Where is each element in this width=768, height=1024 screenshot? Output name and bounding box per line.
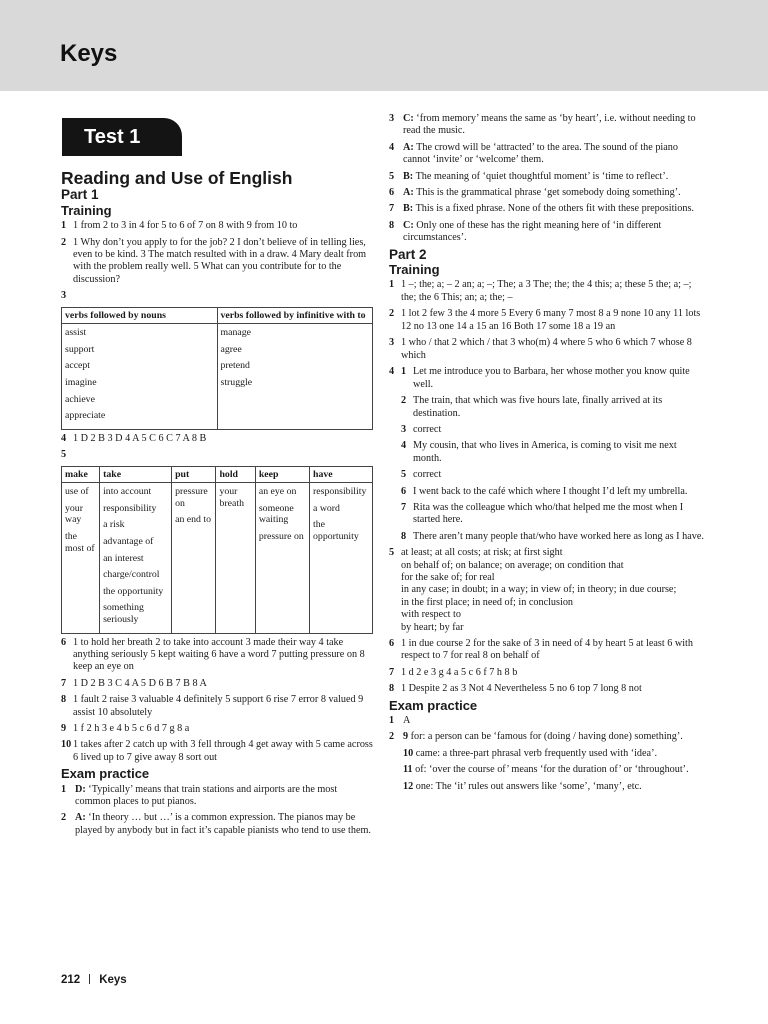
table-cell-text: support [65,343,95,355]
part1-exam-list-cont [389,113,707,245]
item-number: 9 [61,723,67,734]
item-number: 7 [61,677,67,689]
part1-training-list [61,220,373,302]
item-text [75,784,373,809]
explanation: Only one of these has the right meaning here of ‘in different circumstances’. [403,219,662,244]
list-item [61,784,373,809]
list-item [389,113,707,138]
item-number: 6 [61,636,67,648]
item-text: 1 –; the; a; – 2 an; a; –; The; a 3 The; the; the 4 this; a; these 5 the; a; –; the; the 6 This; an; a; the; – [401,279,692,303]
item-text: Rita was the colleague which who/that helped me the most when I started here. [413,501,684,526]
list-item [61,739,373,764]
item-text [403,203,707,215]
table-cell-text: struggle [220,377,253,389]
explanation: A [403,715,411,727]
table-cell-text: agree [220,343,242,355]
sub-number: 10 [403,747,414,759]
explanation: ‘Typically’ means that train stations and airports are the most common places to put pianos. [75,783,338,808]
item-number: 2 [389,731,395,743]
explanation: came: a three-part phrasal verb frequently used with ‘idea’. [415,747,658,759]
list-item [389,171,707,183]
table-cell-text: your way [65,502,83,526]
list-item [389,220,707,245]
explanation: This is a fixed phrase. None of the others fit with these prepositions. [415,203,694,215]
table-cell-text: a risk [103,519,125,531]
item-text: The train, that which was five hours late, finally arrived at its destination. [413,395,663,419]
answer-letter: A: [403,187,414,199]
item-number: 5 [389,170,395,182]
item-text: I went back to the café which where I thought I’d left my umbrella. [413,485,688,497]
list-item [389,781,707,793]
item-text [403,748,707,760]
explanation: ‘In theory … but …’ is a common expression. The pianos may be played by anybody but in fact it’s capable pianists who tend to use them. [75,812,371,836]
part2-training-list [389,279,707,361]
item-number: 6 [401,485,407,497]
verbs-table-header: verbs followed by nouns [62,307,218,324]
list-item [389,547,707,634]
table-cell [62,483,100,633]
table-cell [310,483,373,633]
item-text [403,781,707,793]
table-cell-text: an eye on [258,486,297,498]
answer-letter: A: [75,812,86,824]
item-number: 5 [61,449,67,461]
left-column [61,168,373,841]
part2-item4-list [389,366,707,543]
list-item [389,502,707,527]
item-text [403,113,707,138]
part1-exam-list [61,784,373,838]
table-cell-text: appreciate [65,410,106,422]
table-cell-text: an end to [175,514,212,526]
part1-heading: Part 1 [61,187,99,203]
phrase-line: in any case; in doubt; in a way; in view of; in theory; in due course; [401,584,677,596]
item-text [403,764,707,776]
table-cell-text: your breath [219,486,244,509]
phrase-line: at least; at all costs; at risk; at first sight [401,547,563,559]
item-number: 3 [401,423,407,435]
part2-exam-list [389,715,707,793]
table-cell-text: charge/control [103,569,160,581]
item-text: Let me introduce you to Barbara, her whose mother you know quite well. [413,366,690,390]
explanation: of: ‘over the course of’ means ‘for the duration of’ or ‘throughout’. [415,764,689,776]
list-item [389,638,707,663]
item-text [75,812,373,837]
answer-letter: D: [75,783,86,795]
list-item [61,237,373,287]
table-cell-text: responsibility [103,502,157,514]
table-cell [216,483,255,633]
list-item [389,440,707,465]
table-cell [100,483,172,633]
item-number: 3 [389,337,395,349]
item-text: 1 D 2 B 3 C 4 A 5 D 6 B 7 B 8 A [73,677,207,689]
item-text [401,547,707,634]
page-footer [61,974,127,986]
sub-number: 11 [403,764,413,776]
item-number: 4 [61,432,67,444]
table-cell-text: the opportunity [313,519,359,542]
item-number: 3 [61,290,67,302]
verbs-nouns-cell [62,324,218,430]
item-number: 4 [401,440,407,452]
item-text [403,731,707,743]
explanation: ‘from memory’ means the same as ‘by heart’, i.e. without needing to read the music. [403,113,696,137]
item-number: 6 [389,187,395,199]
item-number: 8 [61,694,67,706]
item-text: 1 to hold her breath 2 to take into account 3 made their way 4 take anything seriously 5 kept waiting 6 have a word 7 putting pressure on 8 keep an eye on [73,636,365,673]
answer-letter: B: [403,203,414,215]
answer-letter: C: [403,219,414,231]
table-cell [255,483,309,633]
item-text [403,187,707,199]
item-number: 2 [61,236,67,248]
item-text: correct [413,423,442,435]
item-number: 6 [389,638,395,650]
verbs-infinitive-cell [217,324,373,430]
table-header: hold [216,466,255,483]
list-item [389,764,707,776]
item-text: 1 from 2 to 3 in 4 for 5 to 6 of 7 on 8 with 9 from 10 to [73,220,298,232]
table-header: make [62,466,100,483]
explanation: The crowd will be ‘attracted’ to the area. The sound of the piano cannot ‘invite’ or ‘welcome’ them. [403,141,678,166]
explanation: This is the grammatical phrase ‘get somebody doing something’. [416,187,681,199]
item-text: 1 who / that 2 which / that 3 who(m) 4 where 5 who 6 which 7 whose 8 which [401,337,692,361]
list-item [389,424,707,436]
collocations-table [61,466,373,634]
phrase-line: by heart; by far [401,621,464,633]
list-item [61,694,373,719]
table-cell-text: pressure on [258,531,304,542]
item-text [73,290,373,302]
item-number: 1 [389,715,395,727]
part2-heading: Part 2 [389,246,427,262]
item-text: correct [413,469,442,481]
item-text [403,171,707,183]
phrase-line: in the first place; in need of; in conclusion [401,596,574,608]
item-text [403,220,707,245]
list-item [61,678,373,690]
list-item [61,433,373,445]
item-number: 8 [389,219,395,231]
right-column [389,113,707,797]
answer-letter: A: [403,141,414,153]
list-item [389,203,707,215]
item-text: 1 lot 2 few 3 the 4 more 5 Every 6 many 7 most 8 a 9 none 10 any 11 lots 12 no 13 one 14 a 15 an 16 Both 17 some 18 a 19 an [401,308,701,332]
list-item [389,715,707,727]
phrase-line: for the sake of; for real [401,572,495,583]
item-text: 1 takes after 2 catch up with 3 fell through 4 get away with 5 came across 6 lived up to 7 give away 8 sort out [73,739,373,763]
header-band [0,0,768,91]
table-cell-text: use of [65,486,89,498]
phrase-line: with respect to [401,609,461,621]
table-cell-text: assist [65,327,87,339]
item-text: 1 d 2 e 3 g 4 a 5 c 6 f 7 h 8 b [401,666,518,678]
page-number: 212 [61,974,81,986]
item-number: 2 [389,308,395,320]
item-text [73,449,373,461]
item-number: 3 [389,113,395,124]
table-cell [172,483,216,633]
item-number [389,748,403,760]
table-header: keep [255,466,309,483]
item-text [403,715,707,727]
list-item [389,142,707,167]
list-item [389,667,707,679]
item-number: 4 [389,365,395,377]
answer-letter: B: [403,170,414,182]
table-cell-text: responsibility [313,486,367,498]
answer-letter: C: [403,113,414,124]
item-number: 8 [401,530,407,542]
table-cell-text: accept [65,360,91,372]
part2-exam-heading: Exam practice [389,697,478,713]
item-text: 1 Despite 2 as 3 Not 4 Nevertheless 5 no 6 top 7 long 8 not [401,683,642,695]
item-number: 2 [61,812,67,824]
item-text: 1 Why don’t you apply to for the job? 2 I don’t believe of in telling lies, even to be kind. 3 The match resulted with in a draw. 4 Mary dealt from with the problem really well. 5 What can you contribute for to the discussion? [73,236,367,285]
table-cell-text: pretend [220,360,250,372]
item-number: 8 [389,683,395,695]
list-item [389,366,707,391]
list-item [389,187,707,199]
table-cell-text: advantage of [103,536,154,547]
table-header: have [310,466,373,483]
item-number [389,781,403,793]
item-text: My cousin, that who lives in America, is coming to visit me next month. [413,440,677,464]
item-number: 7 [389,666,395,678]
table-cell-text: manage [220,327,251,339]
item-number: 1 [61,220,67,232]
part1-training-list-2 [61,637,373,765]
footer-divider [89,974,90,984]
table-cell-text: something seriously [103,602,144,625]
item-number: 5 [401,469,407,481]
part1-training-heading: Training [61,202,112,218]
item-text: There aren’t many people that/who have worked here as long as I have. [413,530,704,542]
item-text: 1 fault 2 raise 3 valuable 4 definitely 5 support 6 rise 7 error 8 valued 9 assist 10 absolutely [73,694,364,718]
list-item [61,812,373,837]
list-item [389,683,707,695]
table-cell-text: achieve [65,393,95,405]
item-text: 1 D 2 B 3 D 4 A 5 C 6 C 7 A 8 B [73,432,207,444]
list-item [389,748,707,760]
table-cell-text: imagine [65,377,97,389]
item-number: 7 [389,203,395,215]
table-header: take [100,466,172,483]
list-item [61,220,373,232]
list-item [389,531,707,543]
table-cell-text: someone waiting [258,502,294,526]
item-text [403,142,707,167]
list-item [389,279,707,304]
explanation: for: a person can be ‘famous for (doing / having done) something’. [410,731,683,743]
item-number: 1 [401,366,407,378]
explanation: one: The ‘it’ rules out answers like ‘some’, ‘many’, etc. [415,780,642,792]
table-cell-text: into account [103,486,152,498]
list-item [61,723,373,735]
table-header: put [172,466,216,483]
item-number: 4 [389,141,395,153]
table-cell-text: pressure on [175,486,208,509]
table-cell-text: the opportunity [103,585,164,597]
item-number: 2 [401,395,407,407]
part2-training-heading: Training [389,262,440,278]
item-number: 10 [61,739,72,751]
item-number [389,764,403,776]
list-item [389,731,707,743]
page-title: Keys [60,40,118,67]
list-item [61,449,373,461]
table-cell-text: a word [313,502,340,514]
item-number: 7 [401,501,407,513]
list-item [389,395,707,420]
item-text: 1 in due course 2 for the sake of 3 in need of 4 by heart 5 at least 6 with respect to 7 for real 8 on behalf of [401,638,693,662]
list-item [389,469,707,481]
list-item [61,290,373,302]
phrase-line: on behalf of; on balance; on average; on condition that [401,559,624,571]
part2-training-list-2 [389,638,707,696]
item-number: 1 [61,783,67,795]
sub-number: 12 [403,780,414,792]
list-item [389,486,707,498]
list-item [61,637,373,674]
list-item [389,337,707,362]
item-number: 1 [389,279,395,291]
explanation: The meaning of ‘quiet thoughtful moment’ is ‘time to reflect’. [415,170,669,182]
table-cell-text: the most of [65,531,95,554]
footer-label: Keys [99,974,127,986]
test-tab: Test 1 [62,118,182,156]
verbs-table [61,307,373,430]
verbs-table-header: verbs followed by infinitive with to [217,307,373,324]
item-text: 1 f 2 h 3 e 4 b 5 c 6 d 7 g 8 a [73,723,190,734]
sub-number: 9 [403,731,409,743]
section-title: Reading and Use of English [61,168,293,188]
table-cell-text: an interest [103,552,144,564]
item-number: 5 [389,547,395,559]
list-item [389,308,707,333]
part1-exam-heading: Exam practice [61,766,150,782]
